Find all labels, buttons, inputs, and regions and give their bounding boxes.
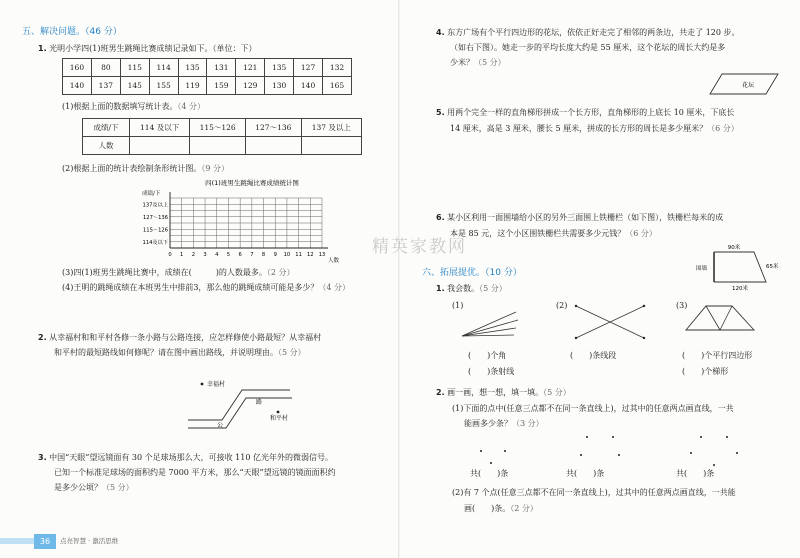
dimension-label: 120米 xyxy=(732,286,748,292)
chart-tick-label: 2 xyxy=(191,252,196,258)
q2-line2 xyxy=(54,347,306,358)
chart-y-axis-label: 成绩/下 xyxy=(142,191,161,197)
chart-x-axis-label: 人数 xyxy=(328,258,340,264)
stat-answer-cell[interactable] xyxy=(301,137,361,155)
q3-line2 xyxy=(54,467,336,478)
chart-category-label: 114及以下 xyxy=(142,239,168,246)
question-text: 中国“天眼”望远镜面有 30 个足球场那么大，可接收 110 亿光年外的微弱信号。 xyxy=(49,453,333,462)
raw-data-cell: 119 xyxy=(178,77,207,95)
chart-tick-label: 11 xyxy=(295,252,302,258)
q6-line1 xyxy=(436,212,723,223)
q4-line1 xyxy=(436,27,740,38)
segment-endpoint xyxy=(575,337,577,339)
village-label: 和平村 xyxy=(270,415,289,422)
question-number: 1. xyxy=(38,44,47,53)
s6-q2-part2-line1 xyxy=(452,487,736,498)
segment-endpoint xyxy=(643,305,645,307)
page-number: 36 xyxy=(34,534,56,549)
question-points: （5 分） xyxy=(543,388,571,397)
chart-tick-label: 8 xyxy=(261,252,266,258)
q6-line2 xyxy=(450,228,657,239)
question-text: 某小区利用一面围墙给小区的另外三面围上铁栅栏（如下图），铁栅栏每米的成 xyxy=(447,213,724,222)
road-label: 路 xyxy=(256,399,263,406)
chart-tick-label: 6 xyxy=(238,252,242,258)
raw-data-row xyxy=(63,77,352,95)
raw-data-cell: 130 xyxy=(265,77,294,95)
part-points: （4 分） xyxy=(318,283,351,292)
count-label-3: 共( )条 xyxy=(676,469,715,478)
answer-segments: ( )条线段 xyxy=(570,351,617,360)
part-points: （9 分） xyxy=(201,164,229,173)
wall-label: 围墙 xyxy=(696,266,708,272)
rays-figure xyxy=(460,308,520,338)
question-number: 2. xyxy=(436,388,445,397)
watermark: 精英家教网 xyxy=(372,237,467,257)
raw-data-cell: 165 xyxy=(323,77,352,95)
stat-header-cell: 成绩/下 xyxy=(83,119,130,137)
point-dot xyxy=(580,454,582,456)
raw-data-cell: 114 xyxy=(149,59,178,77)
chart-category-label: 115～126 xyxy=(143,227,168,234)
segment-endpoint xyxy=(575,305,577,307)
question-number: 6. xyxy=(436,213,445,222)
trapezoid xyxy=(686,306,754,330)
raw-data-cell: 80 xyxy=(91,59,120,77)
chart-tick-label: 0 xyxy=(168,252,172,258)
stat-table-header xyxy=(83,119,362,137)
q1-part4 xyxy=(62,282,350,293)
footer-slogan: 点亮智慧 · 激活思维 xyxy=(60,537,119,545)
part-text: (3)四(1)班男生跳绳比赛中，成绩在( )的人数最多。 xyxy=(62,268,267,277)
raw-data-cell: 132 xyxy=(323,59,352,77)
count-label-2: 共( )条 xyxy=(566,469,605,478)
point-dot xyxy=(700,436,702,438)
divider-line xyxy=(720,306,732,330)
q3-line1 xyxy=(38,452,333,463)
stat-answer-cell[interactable] xyxy=(245,137,301,155)
raw-data-cell: 137 xyxy=(91,77,120,95)
footer-strip xyxy=(0,538,34,544)
section-points: （46 分） xyxy=(85,27,122,37)
raw-data-cell: 155 xyxy=(149,77,178,95)
chart-tick-label: 3 xyxy=(203,252,207,258)
part-text: (1)根据上面的数据填写统计表。 xyxy=(62,102,178,111)
question-points: （5 分） xyxy=(474,58,506,67)
q5-line1 xyxy=(436,107,734,118)
question-text: 东方广场有个平行四边形的花坛，依依正好走完了相邻的两条边，共走了 120 步。 xyxy=(447,28,740,37)
q1-part1 xyxy=(62,101,205,112)
chart-tick-label: 1 xyxy=(180,252,184,258)
village-label: 幸福村 xyxy=(207,381,226,388)
fig-label-3: (3) xyxy=(676,301,688,310)
answer-rays: ( )条射线 xyxy=(468,367,515,376)
stat-header-cell: 114 及以下 xyxy=(130,119,190,137)
point-dot xyxy=(690,452,692,454)
question-number: 1. xyxy=(436,284,445,293)
point-dot xyxy=(736,452,738,454)
fig-label-2: (2) xyxy=(556,301,568,310)
fig-label-1: (1) xyxy=(452,301,464,310)
question-text: 我会数。 xyxy=(447,284,480,293)
stat-header-cell: 127～136 xyxy=(245,119,301,137)
question-text: 和平村的最短路线如何修呢？请在图中画出路线，并说明理由。 xyxy=(54,348,278,357)
right-page xyxy=(400,0,800,558)
raw-data-cell: 135 xyxy=(178,59,207,77)
question-number: 3. xyxy=(38,453,47,462)
question-number: 5. xyxy=(436,108,445,117)
figure-label: 花坛 xyxy=(741,82,755,89)
part-text: (4)王明的跳绳成绩在本班男生中排前3，那么他的跳绳成绩可能是多少？ xyxy=(62,283,319,292)
question-number: 4. xyxy=(436,28,445,37)
point-dot xyxy=(713,464,715,466)
question-points: （6 分） xyxy=(625,229,657,238)
dimension-label: 90米 xyxy=(727,245,741,251)
question-text: 已知一个标准足球场的面积约是 7000 平方米，那么“天眼”望远镜的镜面面积约 xyxy=(54,468,336,477)
road-edge xyxy=(188,398,292,428)
point-dot xyxy=(586,436,588,438)
question-text: 少米？ xyxy=(450,58,474,67)
segment-endpoint xyxy=(643,337,645,339)
chart-category-label: 127～136 xyxy=(143,214,168,221)
chart-tick-label: 5 xyxy=(226,252,231,258)
ray xyxy=(462,320,518,336)
q4-line2 xyxy=(450,42,725,53)
answer-angles: ( )个角 xyxy=(468,351,507,360)
question-text: 14 厘米，高是 3 厘米，腰长 5 厘米，拼成的长方形的周长是多少厘米？ xyxy=(450,124,708,133)
question-number: 2. xyxy=(38,333,47,342)
section-title: 六、拓展提优。 xyxy=(422,268,486,278)
stat-table xyxy=(82,118,362,155)
s6-q2-part1-line1 xyxy=(452,403,734,414)
bar-chart xyxy=(140,176,352,266)
raw-data-cell: 135 xyxy=(265,59,294,77)
part-points: （2 分） xyxy=(266,268,295,277)
s6-q1-prompt xyxy=(436,283,507,294)
part-text: (1)下面的点中(任意三点都不在同一条直线上)，过其中的任意两点画直线，一共 xyxy=(452,404,734,413)
question-text: 用两个完全一样的直角梯形拼成一个长方形，直角梯形的上底长 10 厘米，下底长 xyxy=(447,108,735,117)
raw-data-cell: 145 xyxy=(120,77,149,95)
section-title: 五、解决问题。 xyxy=(22,27,86,37)
s6-q2-prompt xyxy=(436,387,571,398)
answer-trapezoids: ( )个梯形 xyxy=(682,367,729,376)
raw-data-cell: 140 xyxy=(294,77,323,95)
part-text: (2)有 7 个点(任意三点都不在同一条直线上)，过其中的任意两点画直线，一共能 xyxy=(452,488,736,497)
chart-tick-label: 12 xyxy=(307,252,314,258)
question-text: 画一画，想一想，填一填。 xyxy=(447,388,544,397)
raw-data-table xyxy=(62,58,352,95)
stat-header-cell: 115～126 xyxy=(190,119,246,137)
raw-data-cell: 121 xyxy=(236,59,265,77)
stat-table-row xyxy=(83,137,362,155)
question-points: （5 分） xyxy=(102,483,134,492)
s6-q2-part2-line2 xyxy=(464,503,538,514)
section-points: （10 分） xyxy=(485,268,522,278)
raw-data-cell: 127 xyxy=(294,59,323,77)
village-point xyxy=(201,383,204,386)
point-dot xyxy=(726,436,728,438)
q5-line2 xyxy=(450,123,739,134)
chart-tick-label: 9 xyxy=(273,252,277,258)
question-text: （如右下图）。她走一步的平均长度大约是 55 厘米，这个花坛的周长大约是多 xyxy=(450,43,726,52)
q1-prompt xyxy=(38,43,257,54)
q3-line3 xyxy=(54,482,134,493)
road-map xyxy=(180,372,300,432)
raw-data-cell: 159 xyxy=(207,77,236,95)
chart-category-label: 137及以上 xyxy=(142,202,168,209)
stat-header-cell: 137 及以上 xyxy=(301,119,361,137)
stat-answer-cell[interactable] xyxy=(130,137,190,155)
chart-tick-label: 7 xyxy=(250,252,254,258)
segments-figure xyxy=(572,302,648,342)
raw-data-cell: 131 xyxy=(207,59,236,77)
part-points: （3 分） xyxy=(512,419,544,428)
part-text: (2)根据上面的统计表绘制条形统计图。 xyxy=(62,164,202,173)
question-text: 本是 85 元，这个小区围铁栅栏共需要多少元钱？ xyxy=(450,229,626,238)
chart-tick-label: 10 xyxy=(283,252,291,258)
count-label-1: 共( )条 xyxy=(470,469,509,478)
point-dot xyxy=(504,450,506,452)
chart-title: 四(1)班男生跳绳比赛成绩统计图 xyxy=(205,179,299,187)
q1-part3 xyxy=(62,267,295,278)
divider-line xyxy=(706,306,720,330)
road-label: 公 xyxy=(217,422,224,429)
flowerbed-figure xyxy=(708,70,780,98)
s6-q2-part1-line2 xyxy=(464,418,544,429)
stat-answer-cell[interactable] xyxy=(190,137,246,155)
q4-line3 xyxy=(450,57,506,68)
point-dot xyxy=(480,450,482,452)
part-points: （4 分） xyxy=(177,102,205,111)
question-points: （6 分） xyxy=(707,124,739,133)
question-text: 从幸福村和和平村各修一条小路与公路连接，应怎样修使小路最短？从幸福村 xyxy=(49,333,322,342)
question-text: 光明小学四(1)班男生跳绳比赛成绩记录如下。（单位：下） xyxy=(49,44,257,53)
village-point xyxy=(277,411,280,414)
part-points: （2 分） xyxy=(510,504,538,513)
raw-data-cell: 140 xyxy=(63,77,92,95)
chart-tick-label: 13 xyxy=(318,252,326,258)
part-text: 能画多少条？ xyxy=(464,419,512,428)
q2-line1 xyxy=(38,332,321,343)
point-dot xyxy=(490,462,492,464)
raw-data-cell: 115 xyxy=(120,59,149,77)
raw-data-cell: 129 xyxy=(236,77,265,95)
chart-tick-label: 4 xyxy=(215,252,219,258)
part-text: 画( )条。 xyxy=(464,504,511,513)
section5-heading xyxy=(22,27,122,38)
raw-data-row xyxy=(63,59,352,77)
trapezoid-figure xyxy=(684,304,756,332)
question-points: （5 分） xyxy=(278,348,306,357)
point-dot xyxy=(618,454,620,456)
section6-heading xyxy=(422,268,522,279)
fence-outline xyxy=(714,252,766,282)
dimension-label: 65米 xyxy=(766,264,779,270)
stat-row-label: 人数 xyxy=(83,137,130,155)
question-points: （5 分） xyxy=(479,284,507,293)
fence-figure xyxy=(696,240,792,292)
point-dot xyxy=(612,436,614,438)
answer-parallelograms: ( )个平行四边形 xyxy=(682,351,753,360)
question-text: 是多少公顷？ xyxy=(54,483,102,492)
raw-data-cell: 160 xyxy=(63,59,92,77)
q1-part2 xyxy=(62,163,229,174)
